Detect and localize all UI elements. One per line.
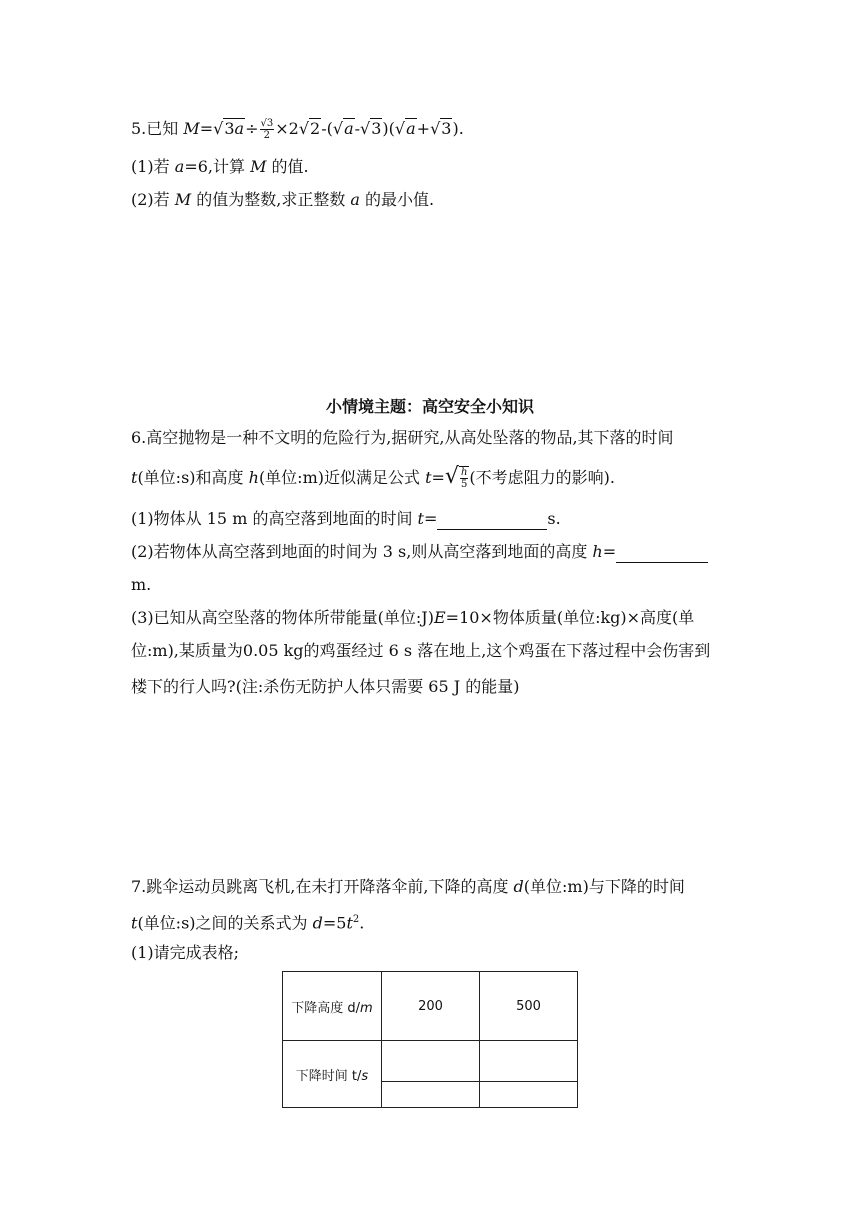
answer-blank-2[interactable] — [616, 544, 708, 563]
time-answer-cell[interactable] — [480, 1041, 578, 1082]
q5-statement: 5.已知 M=√3a÷ $\frac{√3}{2}$ ×2√2-(√a-√3)(√a+√3). — [131, 118, 464, 141]
q6-part2-unit: m. — [131, 575, 152, 594]
q6-intro: 6.高空抛物是一种不文明的危险行为,据研究,从高处坠落的物品,其下落的时间 — [131, 428, 674, 447]
fall-table — [282, 971, 578, 1108]
q6-formula-line: t(单位:s)和高度 h(单位:m)近似满足公式 t=√ $\frac{h}{5}$ (不考虑阻力的影响). — [131, 464, 615, 490]
q6-part3-line1: (3)已知从高空坠落的物体所带能量(单位:J)E=10×物体质量(单位:kg)×高度(单 — [131, 608, 695, 627]
row-time-label: 下降时间 t/s — [283, 1041, 382, 1108]
row-height-label: 下降高度 d/m — [283, 972, 382, 1041]
sqrt-h-over-5: √ $\frac{h}{5}$ — [444, 464, 468, 490]
height-value-cell: 500 — [480, 972, 578, 1041]
q5-part1: (1)若 a=6,计算 M 的值. — [131, 157, 309, 176]
time-answer-cell[interactable] — [382, 1082, 480, 1108]
q6-part3-line3: 楼下的行人吗?(注:杀伤无防护人体只需要 65 J 的能量) — [131, 677, 520, 696]
q6-part3-line2: 位:m),某质量为0.05 kg的鸡蛋经过 6 s 落在地上,这个鸡蛋在下落过程中会伤害到 — [131, 641, 711, 660]
q6-part1: (1)物体从 15 m 的高空落到地面的时间 t= s. — [131, 509, 561, 528]
answer-blank-1[interactable] — [437, 511, 547, 530]
q6-part2: (2)若物体从高空落到地面的时间为 3 s,则从高空落到地面的高度 h= — [131, 541, 708, 563]
height-value-cell: 200 — [382, 972, 480, 1041]
section-title: 小情境主题：高空安全小知识 — [325, 397, 534, 416]
q5-part2: (2)若 M 的值为整数,求正整数 a 的最小值. — [131, 190, 435, 209]
time-answer-cell[interactable] — [480, 1082, 578, 1108]
q7-part1: (1)请完成表格; — [131, 943, 240, 962]
sqrt-3a: √3a — [213, 119, 245, 138]
q7-line2: t(单位:s)之间的关系式为 $d=5t^2$. — [131, 913, 365, 933]
fraction-sqrt3-over-2: $\frac{√3}{2}$ — [260, 118, 274, 141]
time-answer-cell[interactable] — [382, 1041, 480, 1082]
q7-line1: 7.跳伞运动员跳离飞机,在未打开降落伞前,下降的高度 d(单位:m)与下降的时间 — [131, 877, 685, 896]
